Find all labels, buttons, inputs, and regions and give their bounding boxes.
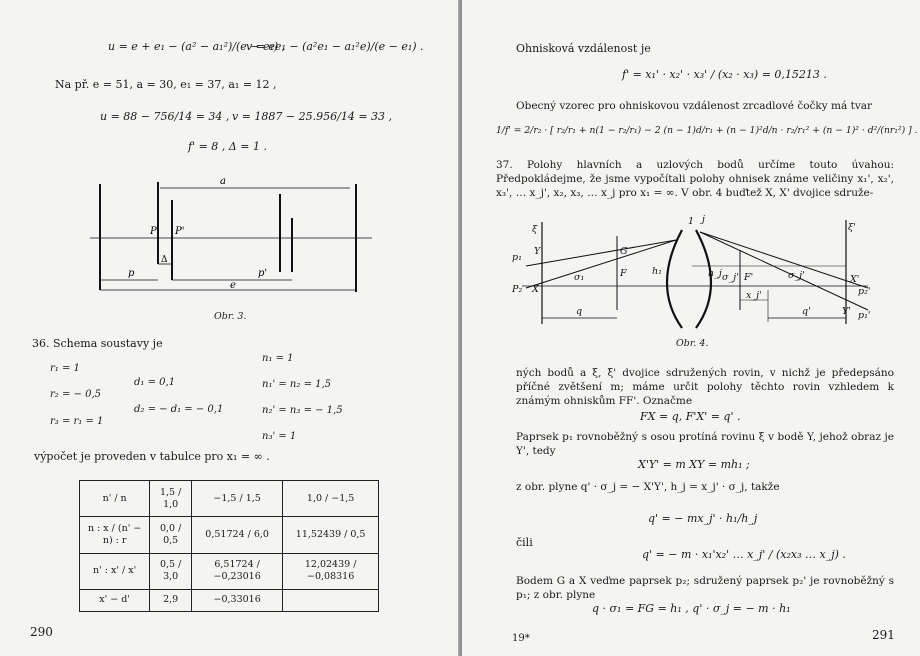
- fig3-label-e: e: [230, 280, 236, 291]
- fig3-label-delta: Δ: [161, 255, 168, 265]
- table-cell: n : x / (n' − n) : r: [80, 517, 150, 553]
- eq-v-numeric: v = 1887 − 25.956/14 = 33 ,: [232, 110, 393, 123]
- section-36-heading: 36. Schema soustavy je: [32, 337, 163, 350]
- compute-note: výpočet je proveden v tabulce pro x₁ = ∞ .: [34, 450, 270, 463]
- eq-v-general: v = ee₁ − (a²e₁ − a₁²e)/(e − e₁) .: [246, 40, 424, 53]
- table-cell: 0,5 / 3,0: [150, 553, 192, 589]
- scheme-r3: r₃ = r₁ = 1: [50, 416, 104, 427]
- word-cili: čili: [516, 536, 533, 549]
- fig4-label-G: G: [620, 246, 628, 257]
- eq-q-prime: q' = − mx_j' · h₁/h_j: [648, 512, 758, 525]
- fig4-label-sigma1: σ₁: [574, 272, 585, 283]
- table-cell: 2,9: [150, 589, 192, 611]
- table-row: [80, 553, 379, 589]
- fig4-label-X-prime: X': [850, 274, 860, 285]
- scheme-r2: r₂ = − 0,5: [50, 389, 101, 400]
- fig4-caption: Obr. 4.: [676, 338, 709, 349]
- fig4-label-sigmaj-prime: σ_j': [788, 270, 805, 281]
- table-cell: 12,02439 / −0,08316: [283, 553, 379, 589]
- eq-u-general: u = e + e₁ − (a² − a₁²)/(e − e₁) ,: [108, 40, 286, 53]
- fig4-label-P2: P₂: [512, 284, 523, 295]
- left-page: [0, 0, 458, 656]
- scheme-n2-prime: n₂' = n₃ = − 1,5: [262, 405, 343, 416]
- table-cell: x' − d': [80, 589, 150, 611]
- general-formula-label: Obecný vzorec pro ohniskovou vzdálenost zrcadlové čočky má tvar: [516, 100, 873, 112]
- figure-4: [512, 210, 882, 334]
- fig4-label-X: X: [532, 284, 539, 295]
- fig3-label-a: a: [220, 176, 226, 187]
- table-cell: n' : x' / x': [80, 553, 150, 589]
- table-cell: −1,5 / 1,5: [191, 481, 282, 517]
- fig3-label-P-prime: P': [175, 226, 185, 237]
- page-number-left: 290: [30, 625, 53, 639]
- paragraph-ray-p1: Paprsek p₁ rovnoběžný s osou protíná rovinu ξ v bodě Y, jehož obraz je Y', tedy: [516, 431, 894, 457]
- table-cell: 0,51724 / 6,0: [191, 517, 282, 553]
- fig4-label-p2-prime: p₂': [858, 286, 871, 297]
- paragraph-ray-p2: Bodem G a X veďme paprsek p₂; sdružený paprsek p₂' je rovnoběžný s p₁; z obr. plyne: [516, 575, 894, 601]
- scheme-n1: n₁ = 1: [262, 353, 294, 364]
- table-cell: 1,5 / 1,0: [150, 481, 192, 517]
- fig4-label-j: j: [702, 214, 705, 225]
- eq-q-definitions: FX = q, F'X' = q' .: [640, 410, 741, 423]
- fig3-label-p-prime: p': [258, 268, 268, 279]
- paragraph-from-figure: z obr. plyne q' · σ_j = − X'Y', h_j = x_j' · σ_j, takže: [516, 481, 780, 493]
- scheme-n1-prime: n₁' = n₂ = 1,5: [262, 379, 332, 390]
- page-number-right: 291: [872, 628, 895, 642]
- table-row: [80, 589, 379, 611]
- fig4-label-xj-prime: x_j': [746, 290, 762, 301]
- scheme-d2: d₂ = − d₁ = − 0,1: [134, 404, 224, 415]
- fig3-caption: Obr. 3.: [214, 311, 247, 322]
- table-row: [80, 481, 379, 517]
- right-page: [462, 0, 920, 656]
- fig4-label-F: F: [620, 268, 627, 279]
- section-37-text: 37. Polohy hlavních a uzlových bodů určíme touto úvahou: Předpokládejme, že jsme vypočítali polohy ohnisek známe veličiny x₁', x₂', x₃', … x_j', x₂, x₃, … x_j pro x₁ = ∞. V obr. 4 buďtež X, X' dvojice sdruže-: [496, 159, 894, 199]
- eq-final: q · σ₁ = FG = h₁ , q' · σ_j = − m · h₁: [592, 602, 791, 615]
- fig4-label-Y: Y: [534, 246, 541, 257]
- fig4-label-Y-prime: Y': [842, 306, 851, 317]
- scheme-d1: d₁ = 0,1: [134, 377, 176, 388]
- example-values: Na př. e = 51, a = 30, e₁ = 37, a₁ = 12 ,: [55, 78, 277, 91]
- fig4-label-hj: h_j: [708, 268, 722, 279]
- fig3-label-p: p: [128, 268, 135, 279]
- fig4-label-p1-prime: p₁': [858, 310, 871, 321]
- table-cell: 0,0 / 0,5: [150, 517, 192, 553]
- scheme-r1: r₁ = 1: [50, 363, 80, 374]
- fig4-label-sigmaj: σ_j': [722, 272, 739, 283]
- table-cell: 1,0 / −1,5: [283, 481, 379, 517]
- focal-label: Ohnisková vzdálenost je: [516, 42, 651, 55]
- table-cell: n' / n: [80, 481, 150, 517]
- fig4-label-q: q: [576, 306, 583, 317]
- fig4-label-q-prime: q': [802, 306, 811, 317]
- fig4-label-xi-prime: ξ': [848, 222, 856, 233]
- eq-q-prime-product: q' = − m · x₁'x₂' … x_j' / (x₂x₃ … x_j) .: [642, 548, 846, 561]
- paragraph-planes: ných bodů a ξ, ξ' dvojice sdružených rovin, v nichž je předepsáno příčné zvětšení m; máme určit polohy těchto rovin vzhledem k známým ohniskům FF'. Označme: [516, 367, 894, 407]
- table-cell: 11,52439 / 0,5: [283, 517, 379, 553]
- scheme-n3-prime: n₃' = 1: [262, 431, 297, 442]
- table-cell: 6,51724 / −0,23016: [191, 553, 282, 589]
- fig4-label-1: 1: [688, 216, 695, 227]
- focal-equation: f' = x₁' · x₂' · x₃' / (x₂ · x₃) = 0,15213 .: [622, 68, 827, 81]
- fig4-label-F-prime: F': [744, 272, 754, 283]
- fig4-label-xi: ξ: [532, 224, 538, 235]
- fig4-label-h1: h₁: [652, 266, 662, 277]
- figure-3: [80, 172, 380, 300]
- eq-magnification: X'Y' = m XY = mh₁ ;: [638, 458, 750, 471]
- table-cell: [283, 589, 379, 611]
- table-cell: −0,33016: [191, 589, 282, 611]
- eq-u-numeric: u = 88 − 756/14 = 34 ,: [100, 110, 230, 123]
- fig4-label-p1: p₁: [512, 252, 522, 263]
- table-row: [80, 517, 379, 553]
- results-table: [79, 480, 379, 612]
- eq-focal-delta: f' = 8 , Δ = 1 .: [188, 140, 267, 153]
- general-formula: 1/f' = 2/r₂ · [ r₂/r₁ + n(1 − r₂/r₁) − 2 (n − 1)d/r₁ + (n − 1)²d/n · r₂/r₁² + (n − 1)² · d²/(nr₁²) ] .: [496, 125, 918, 136]
- fig3-label-P: P: [150, 226, 157, 237]
- signature-mark: 19*: [512, 633, 530, 644]
